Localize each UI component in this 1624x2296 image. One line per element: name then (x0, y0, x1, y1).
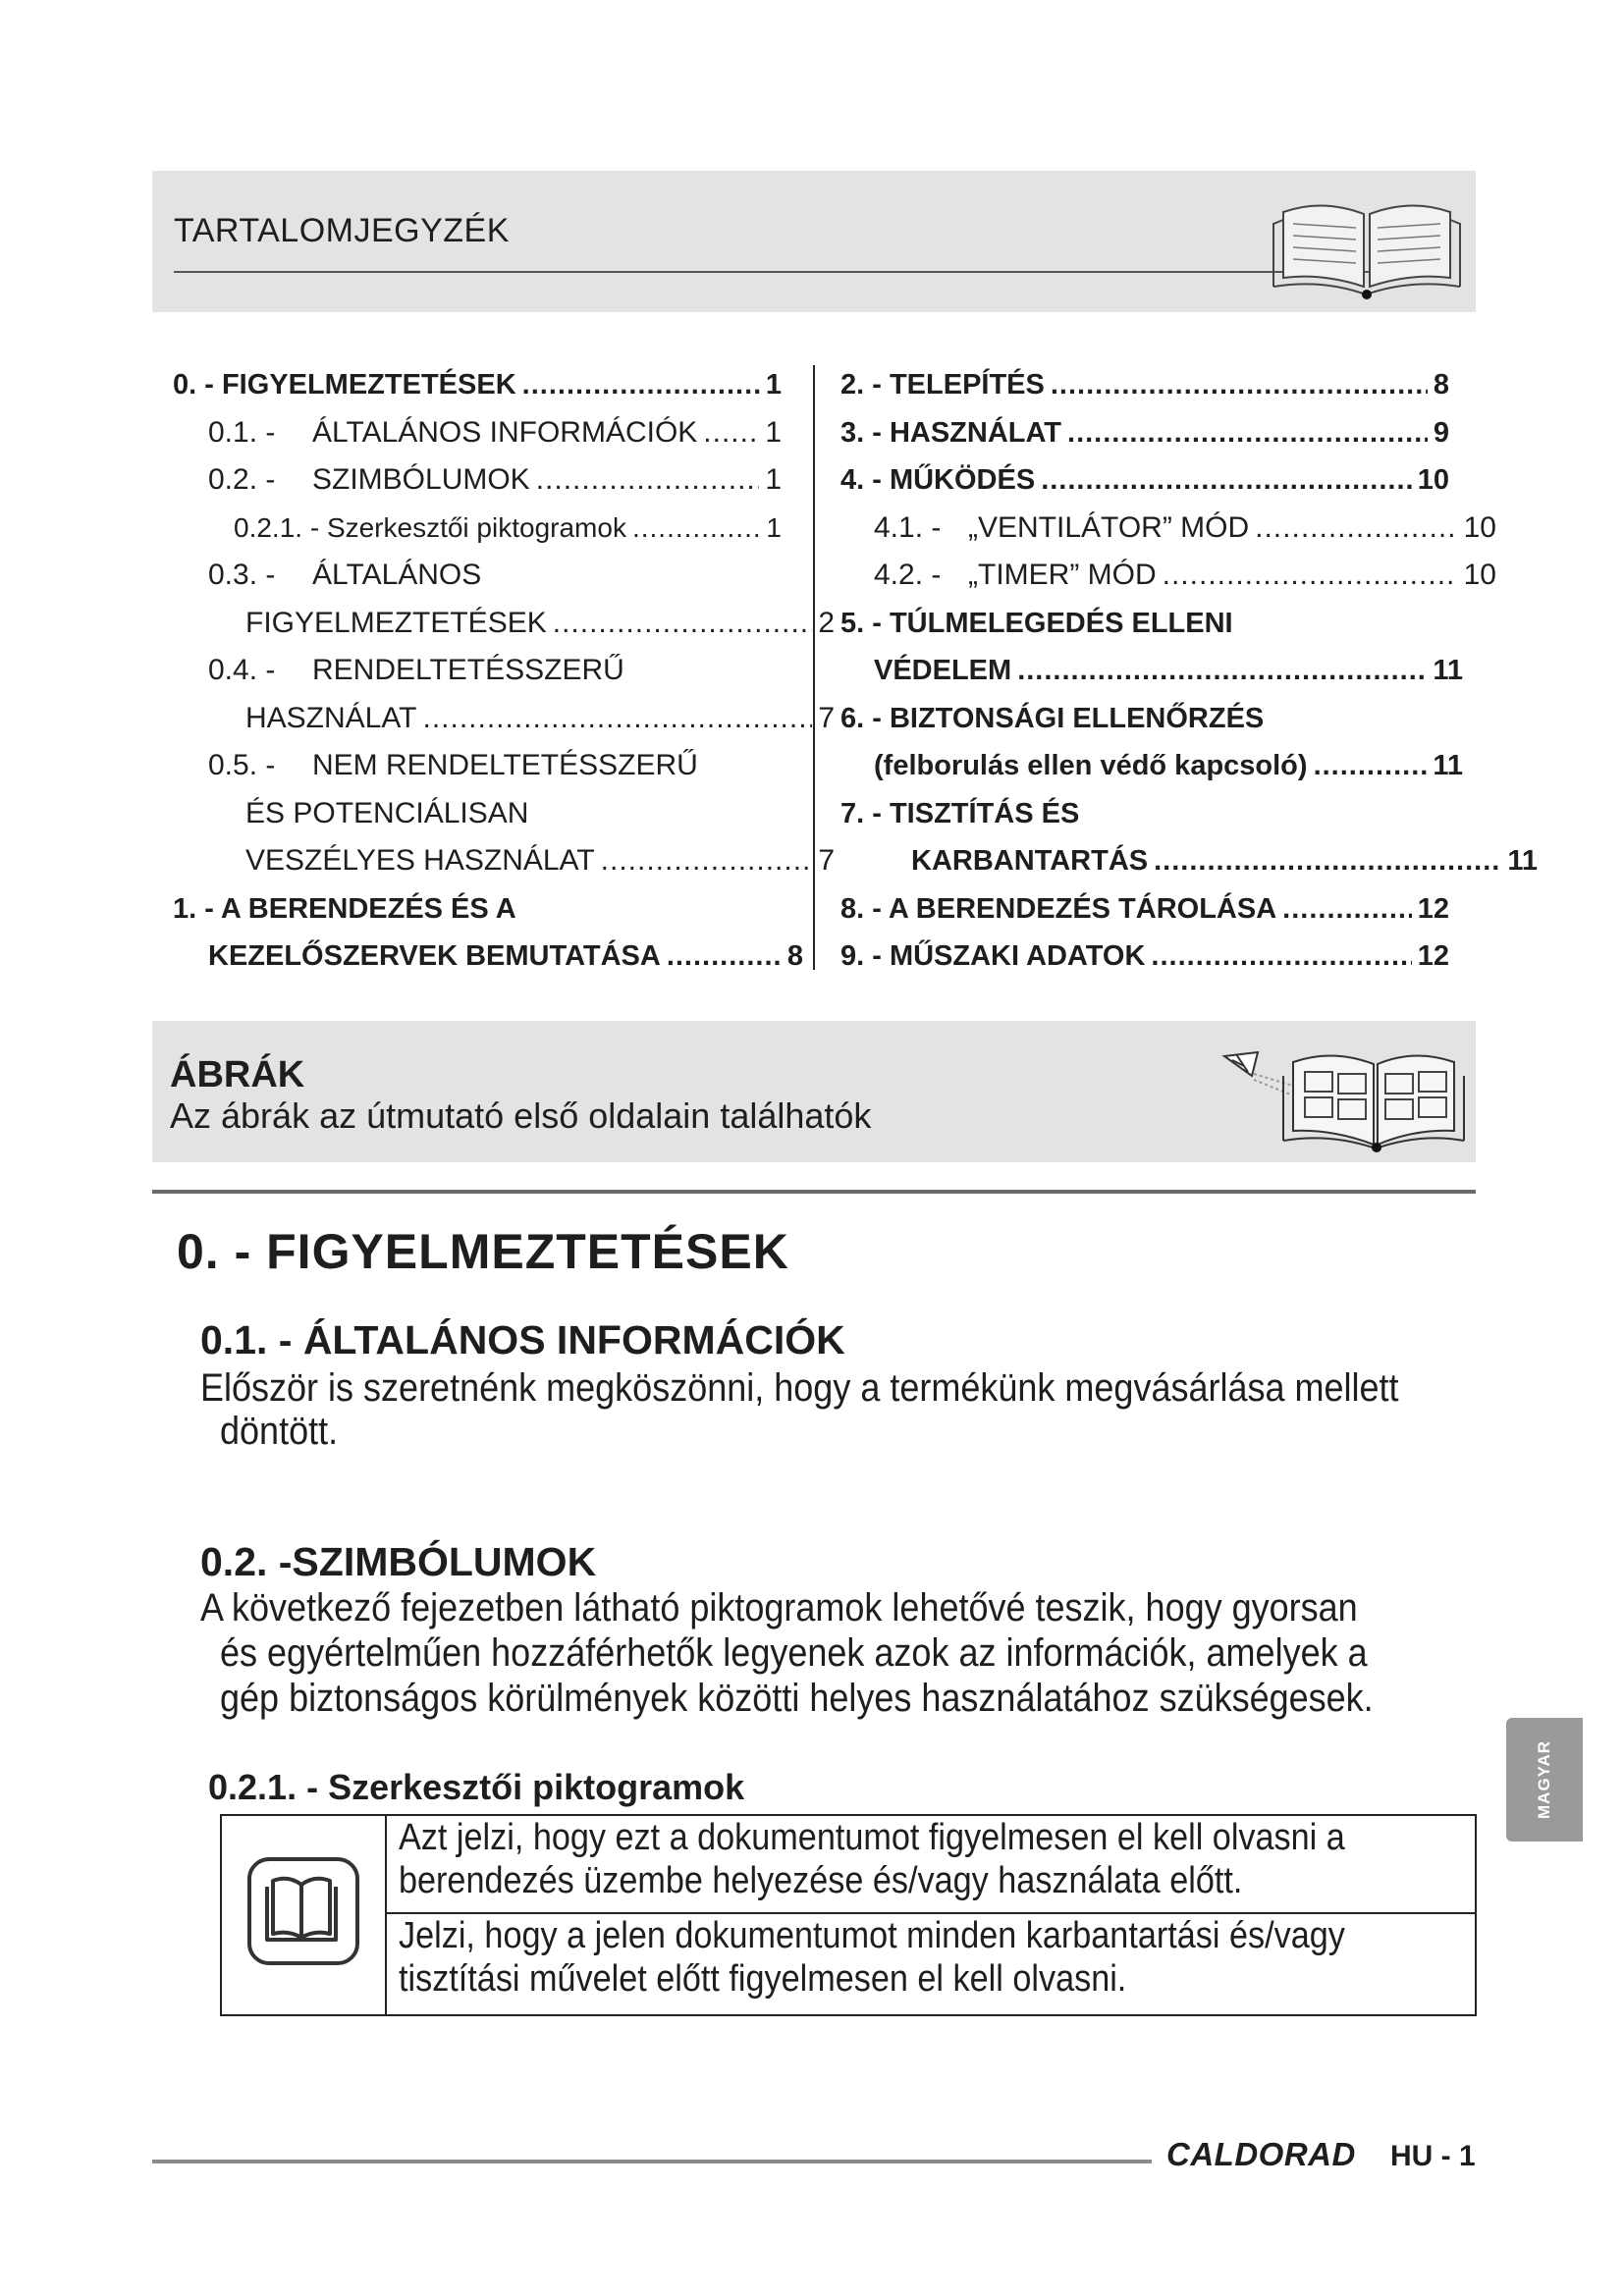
toc-entry[interactable]: KEZELŐSZERVEK BEMUTATÁSA ..... 8 (173, 933, 803, 981)
footer-brand: CALDORAD (1166, 2136, 1356, 2172)
language-tab[interactable] (1506, 1718, 1583, 1842)
toc-entry[interactable]: 0.2.1. - Szerkesztői piktogramok ..... 1 (173, 505, 782, 553)
toc-entry[interactable]: 2. - TELEPÍTÉS ..... 8 (840, 361, 1449, 409)
toc-entry[interactable]: 4. - MŰKÖDÉS ..... 10 (840, 456, 1449, 505)
paragraph-line: döntött. (220, 1410, 339, 1453)
footer-rule (152, 2160, 1152, 2163)
subsection-title: 0.2. -SZIMBÓLUMOK (200, 1539, 597, 1584)
figures-title: ÁBRÁK (170, 1054, 305, 1095)
toc-entry[interactable]: 0.4. - RENDELTETÉSSZERŰ (208, 654, 624, 686)
figures-book-icon (1215, 1037, 1470, 1154)
toc-entry[interactable]: VESZÉLYES HASZNÁLAT ..... 7 (173, 837, 835, 885)
toc-entry[interactable]: 3. - HASZNÁLAT ..... 9 (840, 409, 1449, 457)
toc-header-band (152, 171, 1476, 312)
pictogram-row (387, 1914, 1475, 2014)
toc-entry[interactable]: 7. - TISZTÍTÁS ÉS (840, 797, 1080, 829)
toc-entry[interactable]: 0.3. - ÁLTALÁNOS (208, 559, 482, 591)
read-manual-icon (222, 1816, 385, 2014)
toc-title-rule (174, 271, 1413, 273)
toc-entry[interactable]: 0. - FIGYELMEZTETÉSEK ..... 1 (173, 361, 782, 409)
toc-left-column (173, 361, 835, 981)
figures-subtitle: Az ábrák az útmutató első oldalain találhatók (170, 1095, 872, 1136)
toc-entry[interactable]: VÉDELEM ..... 11 (840, 647, 1463, 695)
pictogram-text: berendezés üzembe helyezése és/vagy használata előtt. (399, 1860, 1243, 1901)
toc-entry[interactable]: HASZNÁLAT ..... 7 (173, 695, 835, 743)
pictogram-icon-cell (222, 1816, 387, 2014)
toc-entry[interactable]: ÉS POTENCIÁLISAN (245, 796, 529, 829)
toc-column-divider (813, 365, 815, 970)
pictogram-text: Azt jelzi, hogy ezt a dokumentumot figyelmesen el kell olvasni a (399, 1817, 1345, 1858)
pictogram-table (220, 1814, 1477, 2016)
toc-entry[interactable]: 5. - TÚLMELEGEDÉS ELLENI (840, 607, 1233, 639)
toc-entry[interactable]: 1. - A BERENDEZÉS ÉS A (173, 892, 516, 925)
paragraph-line: gép biztonságos körülmények közötti helyes használatához szükségesek. (220, 1677, 1374, 1720)
toc-entry[interactable]: (felborulás ellen védő kapcsoló) ..... 11 (840, 742, 1463, 790)
toc-right-column (840, 361, 1538, 981)
subsection-title: 0.1. - ÁLTALÁNOS INFORMÁCIÓK (200, 1317, 845, 1362)
subsubsection-title: 0.2.1. - Szerkesztői piktogramok (208, 1767, 745, 1807)
paragraph-line: és egyértelműen hozzáférhetők legyenek azok az információk, amelyek a (220, 1631, 1368, 1675)
paragraph-line: A következő fejezetben látható piktogramok lehetővé teszik, hogy gyorsan (200, 1586, 1358, 1629)
language-tab-label: MAGYAR (1535, 1740, 1553, 1819)
toc-entry[interactable]: 4.2. - „TIMER” MÓD ..... 10 (840, 552, 1496, 600)
figures-band (152, 1021, 1476, 1162)
toc-entry[interactable]: 0.5. - NEM RENDELTETÉSSZERŰ (208, 749, 698, 781)
toc-entry[interactable]: 8. - A BERENDEZÉS TÁROLÁSA ..... 12 (840, 885, 1449, 934)
toc-entry[interactable]: 0.1. - ÁLTALÁNOS INFORMÁCIÓK ..... 1 (173, 409, 782, 457)
pictogram-text: Jelzi, hogy a jelen dokumentumot minden karbantartási és/vagy (399, 1915, 1345, 1956)
toc-entry[interactable]: 9. - MŰSZAKI ADATOK ..... 12 (840, 933, 1449, 981)
toc-entry[interactable]: 0.2. - SZIMBÓLUMOK ..... 1 (173, 456, 782, 505)
pictogram-text: tisztítási művelet előtt figyelmesen el kell olvasni. (399, 1958, 1127, 2000)
toc-entry[interactable]: FIGYELMEZTETÉSEK ..... 2 (173, 600, 835, 648)
footer-page-number: HU - 1 (1390, 2140, 1476, 2172)
toc-title: TARTALOMJEGYZÉK (174, 212, 510, 249)
toc-entry[interactable]: 6. - BIZTONSÁGI ELLENŐRZÉS (840, 702, 1265, 734)
paragraph-line: Először is szeretnénk megköszönni, hogy a termékünk megvásárlása mellett (200, 1366, 1399, 1410)
pictogram-row (387, 1816, 1475, 1914)
section-separator (152, 1190, 1476, 1194)
toc-entry[interactable]: KARBANTARTÁS ..... 11 (840, 837, 1538, 885)
toc-entry[interactable]: 4.1. - „VENTILÁTOR” MÓD ..... 10 (840, 505, 1496, 553)
section-title: 0. - FIGYELMEZTETÉSEK (177, 1224, 789, 1279)
open-book-icon (1264, 185, 1470, 302)
